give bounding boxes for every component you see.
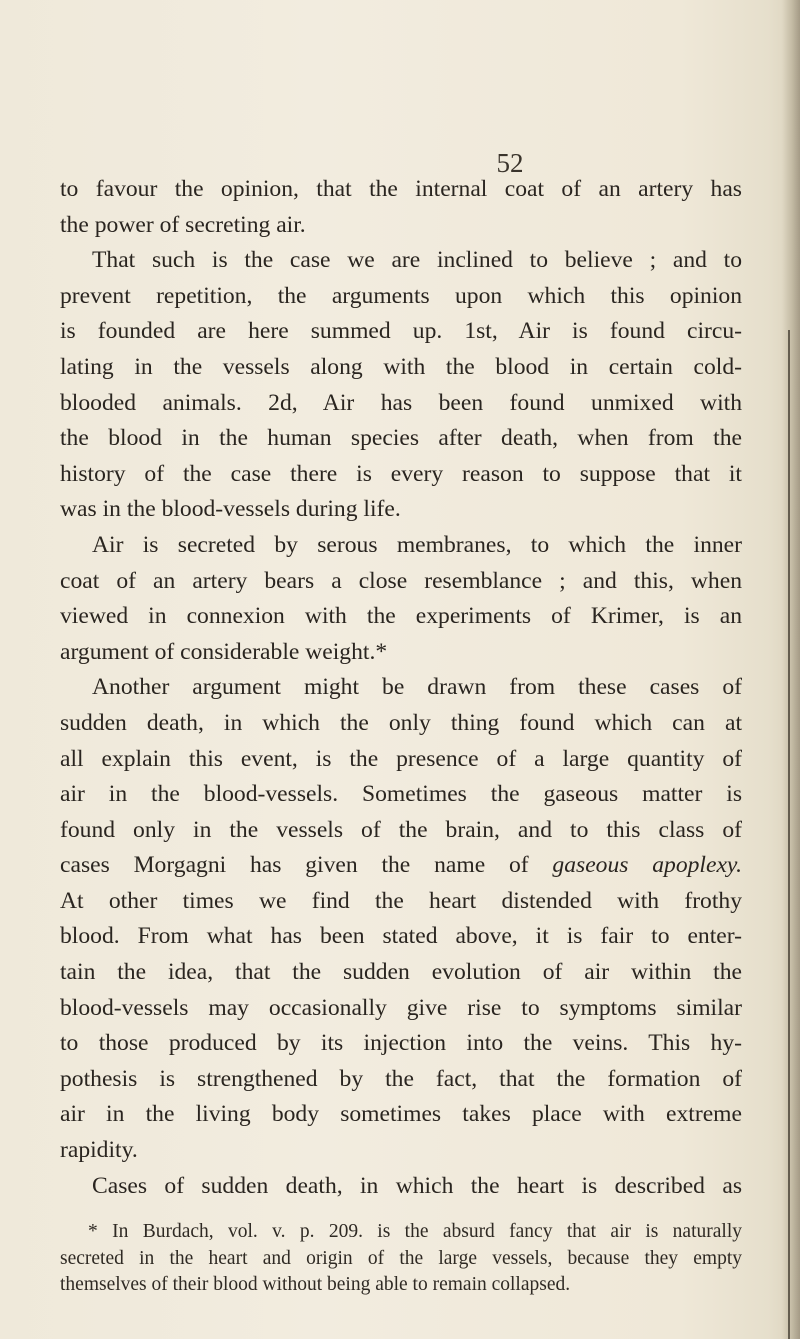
body-text: [60, 172, 742, 1204]
text-line: tain the idea, that the sudden evolution of air within the: [60, 959, 742, 986]
text-line: air in the blood-vessels. Sometimes the gaseous matter is: [60, 781, 742, 808]
text-line: coat of an artery bears a close resemblance ; and this, when: [60, 567, 742, 594]
text-line: That such is the case we are inclined to believe ; and to: [92, 247, 742, 274]
text-line: Air is secreted by serous membranes, to which the inner: [92, 531, 742, 558]
footnote-line: secreted in the heart and origin of the large vessels, because they empty: [60, 1247, 742, 1269]
text-line: cases Morgagni has given the name of gaseous apoplexy.: [60, 852, 742, 879]
text-line: argument of considerable weight.*: [60, 638, 388, 665]
text-line: blooded animals. 2d, Air has been found unmixed with: [60, 389, 742, 416]
footnote: [60, 1219, 742, 1299]
binding-line: [788, 330, 790, 1339]
text-line: prevent repetition, the arguments upon which this opinion: [60, 282, 742, 309]
text-line: lating in the vessels along with the blood in certain cold-: [60, 353, 742, 380]
text-line: the power of secreting air.: [60, 211, 306, 238]
text-line: to those produced by its injection into the veins. This hy-: [60, 1030, 742, 1057]
text-line: is founded are here summed up. 1st, Air is found circu-: [60, 318, 742, 345]
text-line: the blood in the human species after death, when from the: [60, 425, 742, 452]
text-line: viewed in connexion with the experiments of Krimer, is an: [60, 603, 742, 630]
text-line: Cases of sudden death, in which the heart is described as: [92, 1172, 742, 1199]
text-line: At other times we find the heart distended with frothy: [60, 887, 742, 914]
text-line: sudden death, in which the only thing found which can at: [60, 709, 742, 736]
italic-term: gaseous apoplexy.: [552, 852, 742, 879]
text-line: air in the living body sometimes takes place with extreme: [60, 1101, 742, 1128]
text-line: to favour the opinion, that the internal coat of an artery has: [60, 176, 742, 202]
text-line: history of the case there is every reason to suppose that it: [60, 460, 742, 487]
footnote-line: themselves of their blood without being able to remain collapsed.: [60, 1274, 571, 1295]
text-line: Another argument might be drawn from these cases of: [92, 674, 742, 701]
footnote-line: * In Burdach, vol. v. p. 209. is the absurd fancy that air is naturally: [88, 1221, 742, 1242]
page-number: 52: [496, 148, 524, 178]
text-line: pothesis is strengthened by the fact, that the formation of: [60, 1065, 742, 1092]
text-line: was in the blood-vessels during life.: [60, 496, 401, 523]
text-line: rapidity.: [60, 1137, 138, 1164]
text-line: found only in the vessels of the brain, and to this class of: [60, 816, 742, 843]
text-line: all explain this event, is the presence of a large quantity of: [60, 745, 742, 772]
page-edge-shadow: [782, 0, 800, 1339]
text-line: blood-vessels may occasionally give rise to symptoms similar: [60, 994, 742, 1021]
text-line: blood. From what has been stated above, it is fair to enter-: [60, 923, 742, 950]
